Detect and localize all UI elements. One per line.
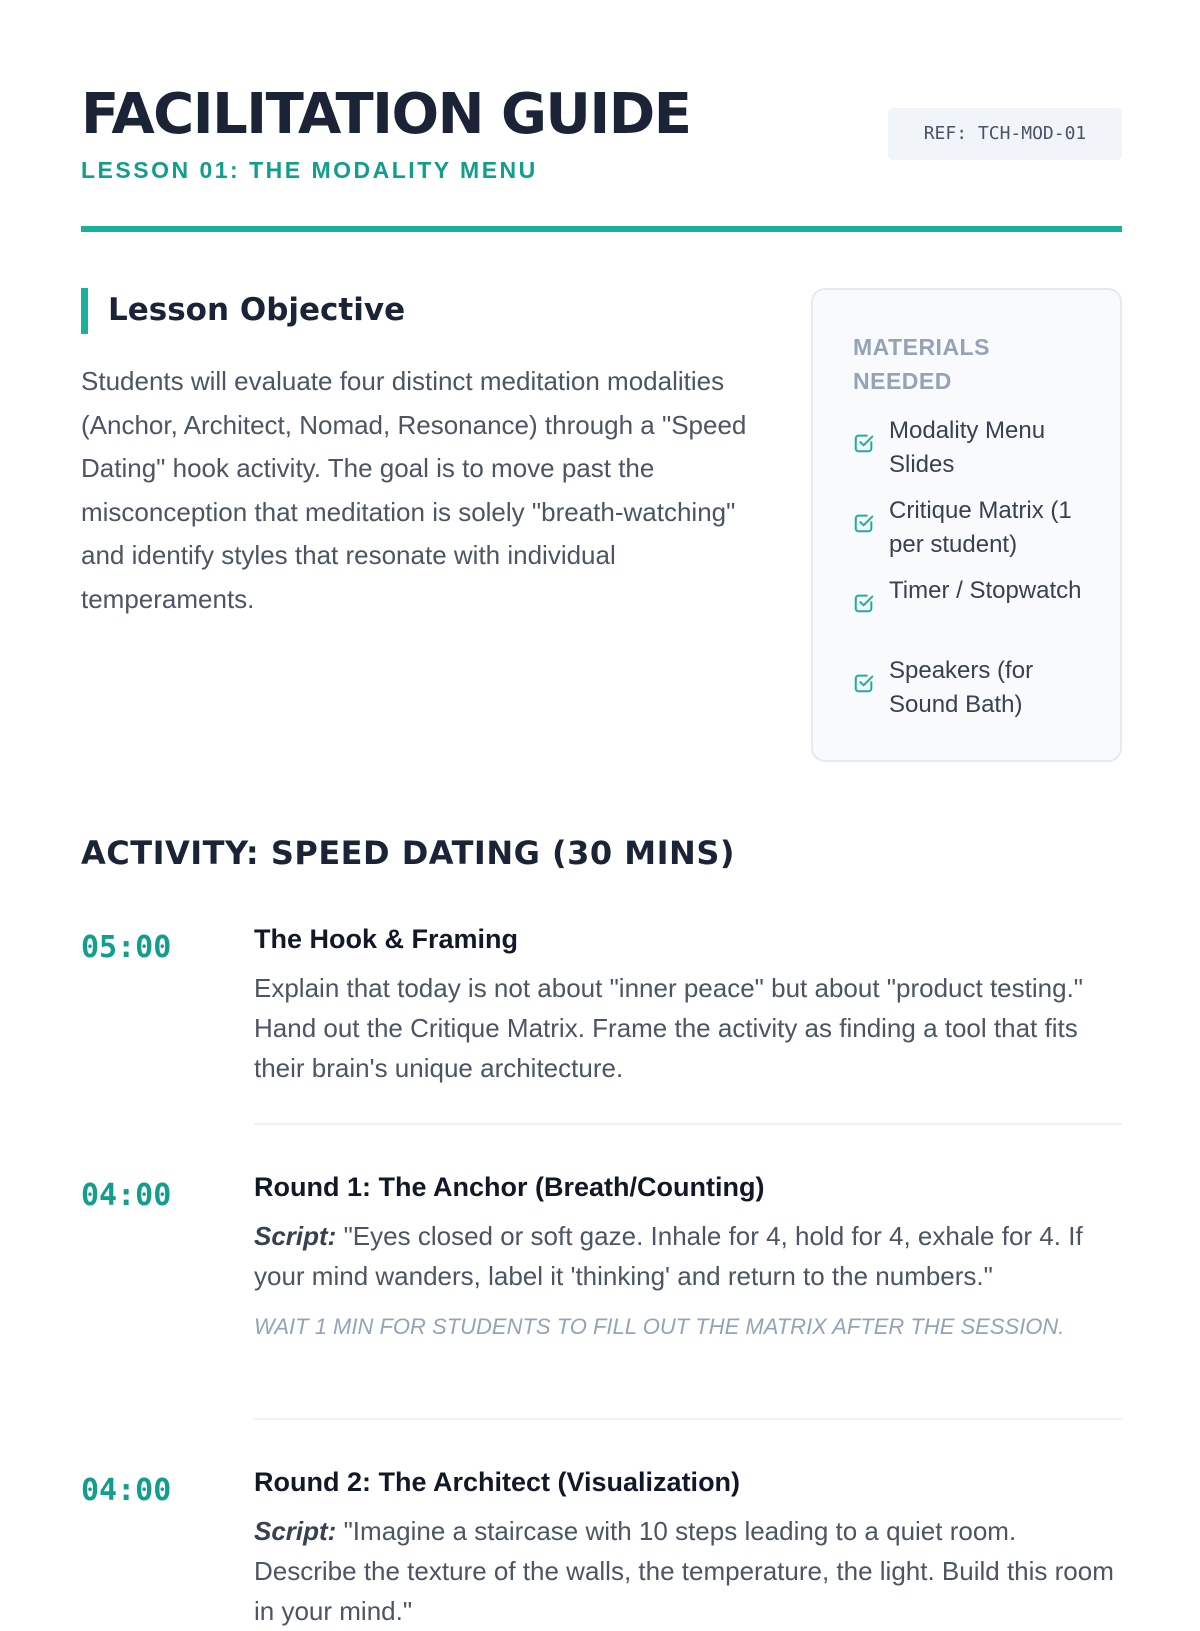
guide-header bbox=[81, 82, 1122, 234]
objective-accent-bar bbox=[81, 288, 88, 334]
materials-item bbox=[853, 414, 1093, 494]
step-text bbox=[254, 1216, 1122, 1296]
materials-item bbox=[853, 574, 1093, 654]
objective-heading: Lesson Objective bbox=[108, 292, 406, 328]
materials-item-label: Critique Matrix (1 per student) bbox=[889, 497, 1072, 558]
step-text: Explain that today is not about "inner peace" but about "product testing." Hand out the Critique Matrix. Frame the activity as finding a tool that fits their brain's unique architecture. bbox=[254, 973, 1084, 1083]
step-title: The Hook & Framing bbox=[254, 924, 519, 954]
step-text bbox=[254, 1511, 1122, 1631]
script-text: "Imagine a staircase with 10 steps leading to a quiet room. Describe the texture of the walls, the temperature, the light. Build this room in your mind." bbox=[254, 1516, 1114, 1626]
materials-heading: MATERIALS NEEDED bbox=[853, 334, 990, 394]
step-time: 04:00 bbox=[81, 1178, 172, 1213]
materials-item-label: Timer / Stopwatch bbox=[889, 577, 1082, 604]
materials-item-label: Speakers (for Sound Bath) bbox=[889, 657, 1034, 718]
step-body bbox=[254, 1465, 1122, 1631]
step-note: WAIT 1 MIN FOR STUDENTS TO FILL OUT THE MATRIX AFTER THE SESSION. bbox=[254, 1314, 1065, 1339]
header-divider bbox=[81, 226, 1122, 232]
script-label: Script: bbox=[254, 1221, 337, 1251]
checkbox-icon bbox=[853, 592, 875, 614]
checkbox-icon bbox=[853, 672, 875, 694]
checkbox-icon bbox=[853, 512, 875, 534]
step-divider bbox=[254, 1123, 1122, 1125]
step-body bbox=[254, 922, 1122, 1088]
step-title: Round 1: The Anchor (Breath/Counting) bbox=[254, 1172, 765, 1202]
activity-heading: ACTIVITY: SPEED DATING (30 MINS) bbox=[81, 834, 735, 872]
materials-list bbox=[853, 414, 1093, 734]
materials-item bbox=[853, 494, 1093, 574]
reference-badge: REF: TCH-MOD-01 bbox=[888, 108, 1122, 160]
materials-item bbox=[853, 654, 1093, 734]
script-text: "Eyes closed or soft gaze. Inhale for 4, hold for 4, exhale for 4. If your mind wanders, label it 'thinking' and return to the numbers." bbox=[254, 1221, 1083, 1291]
materials-item-label: Modality Menu Slides bbox=[889, 417, 1046, 478]
step-body bbox=[254, 1170, 1122, 1344]
materials-panel bbox=[811, 288, 1122, 762]
step-title: Round 2: The Architect (Visualization) bbox=[254, 1467, 741, 1497]
page-title: FACILITATION GUIDE bbox=[81, 82, 691, 147]
step-divider bbox=[254, 1418, 1122, 1420]
step-time: 04:00 bbox=[81, 1473, 172, 1508]
step-time: 05:00 bbox=[81, 930, 172, 965]
objective-text: Students will evaluate four distinct meditation modalities (Anchor, Architect, Nomad, Resonance) through a "Speed Dating" hook activity. The goal is to move past the misconception that meditation is solely "breath-watching" and identify styles that resonate with individual temperaments. bbox=[81, 366, 747, 614]
lesson-subtitle: LESSON 01: THE MODALITY MENU bbox=[81, 157, 538, 183]
checkbox-icon bbox=[853, 432, 875, 454]
script-label: Script: bbox=[254, 1516, 337, 1546]
